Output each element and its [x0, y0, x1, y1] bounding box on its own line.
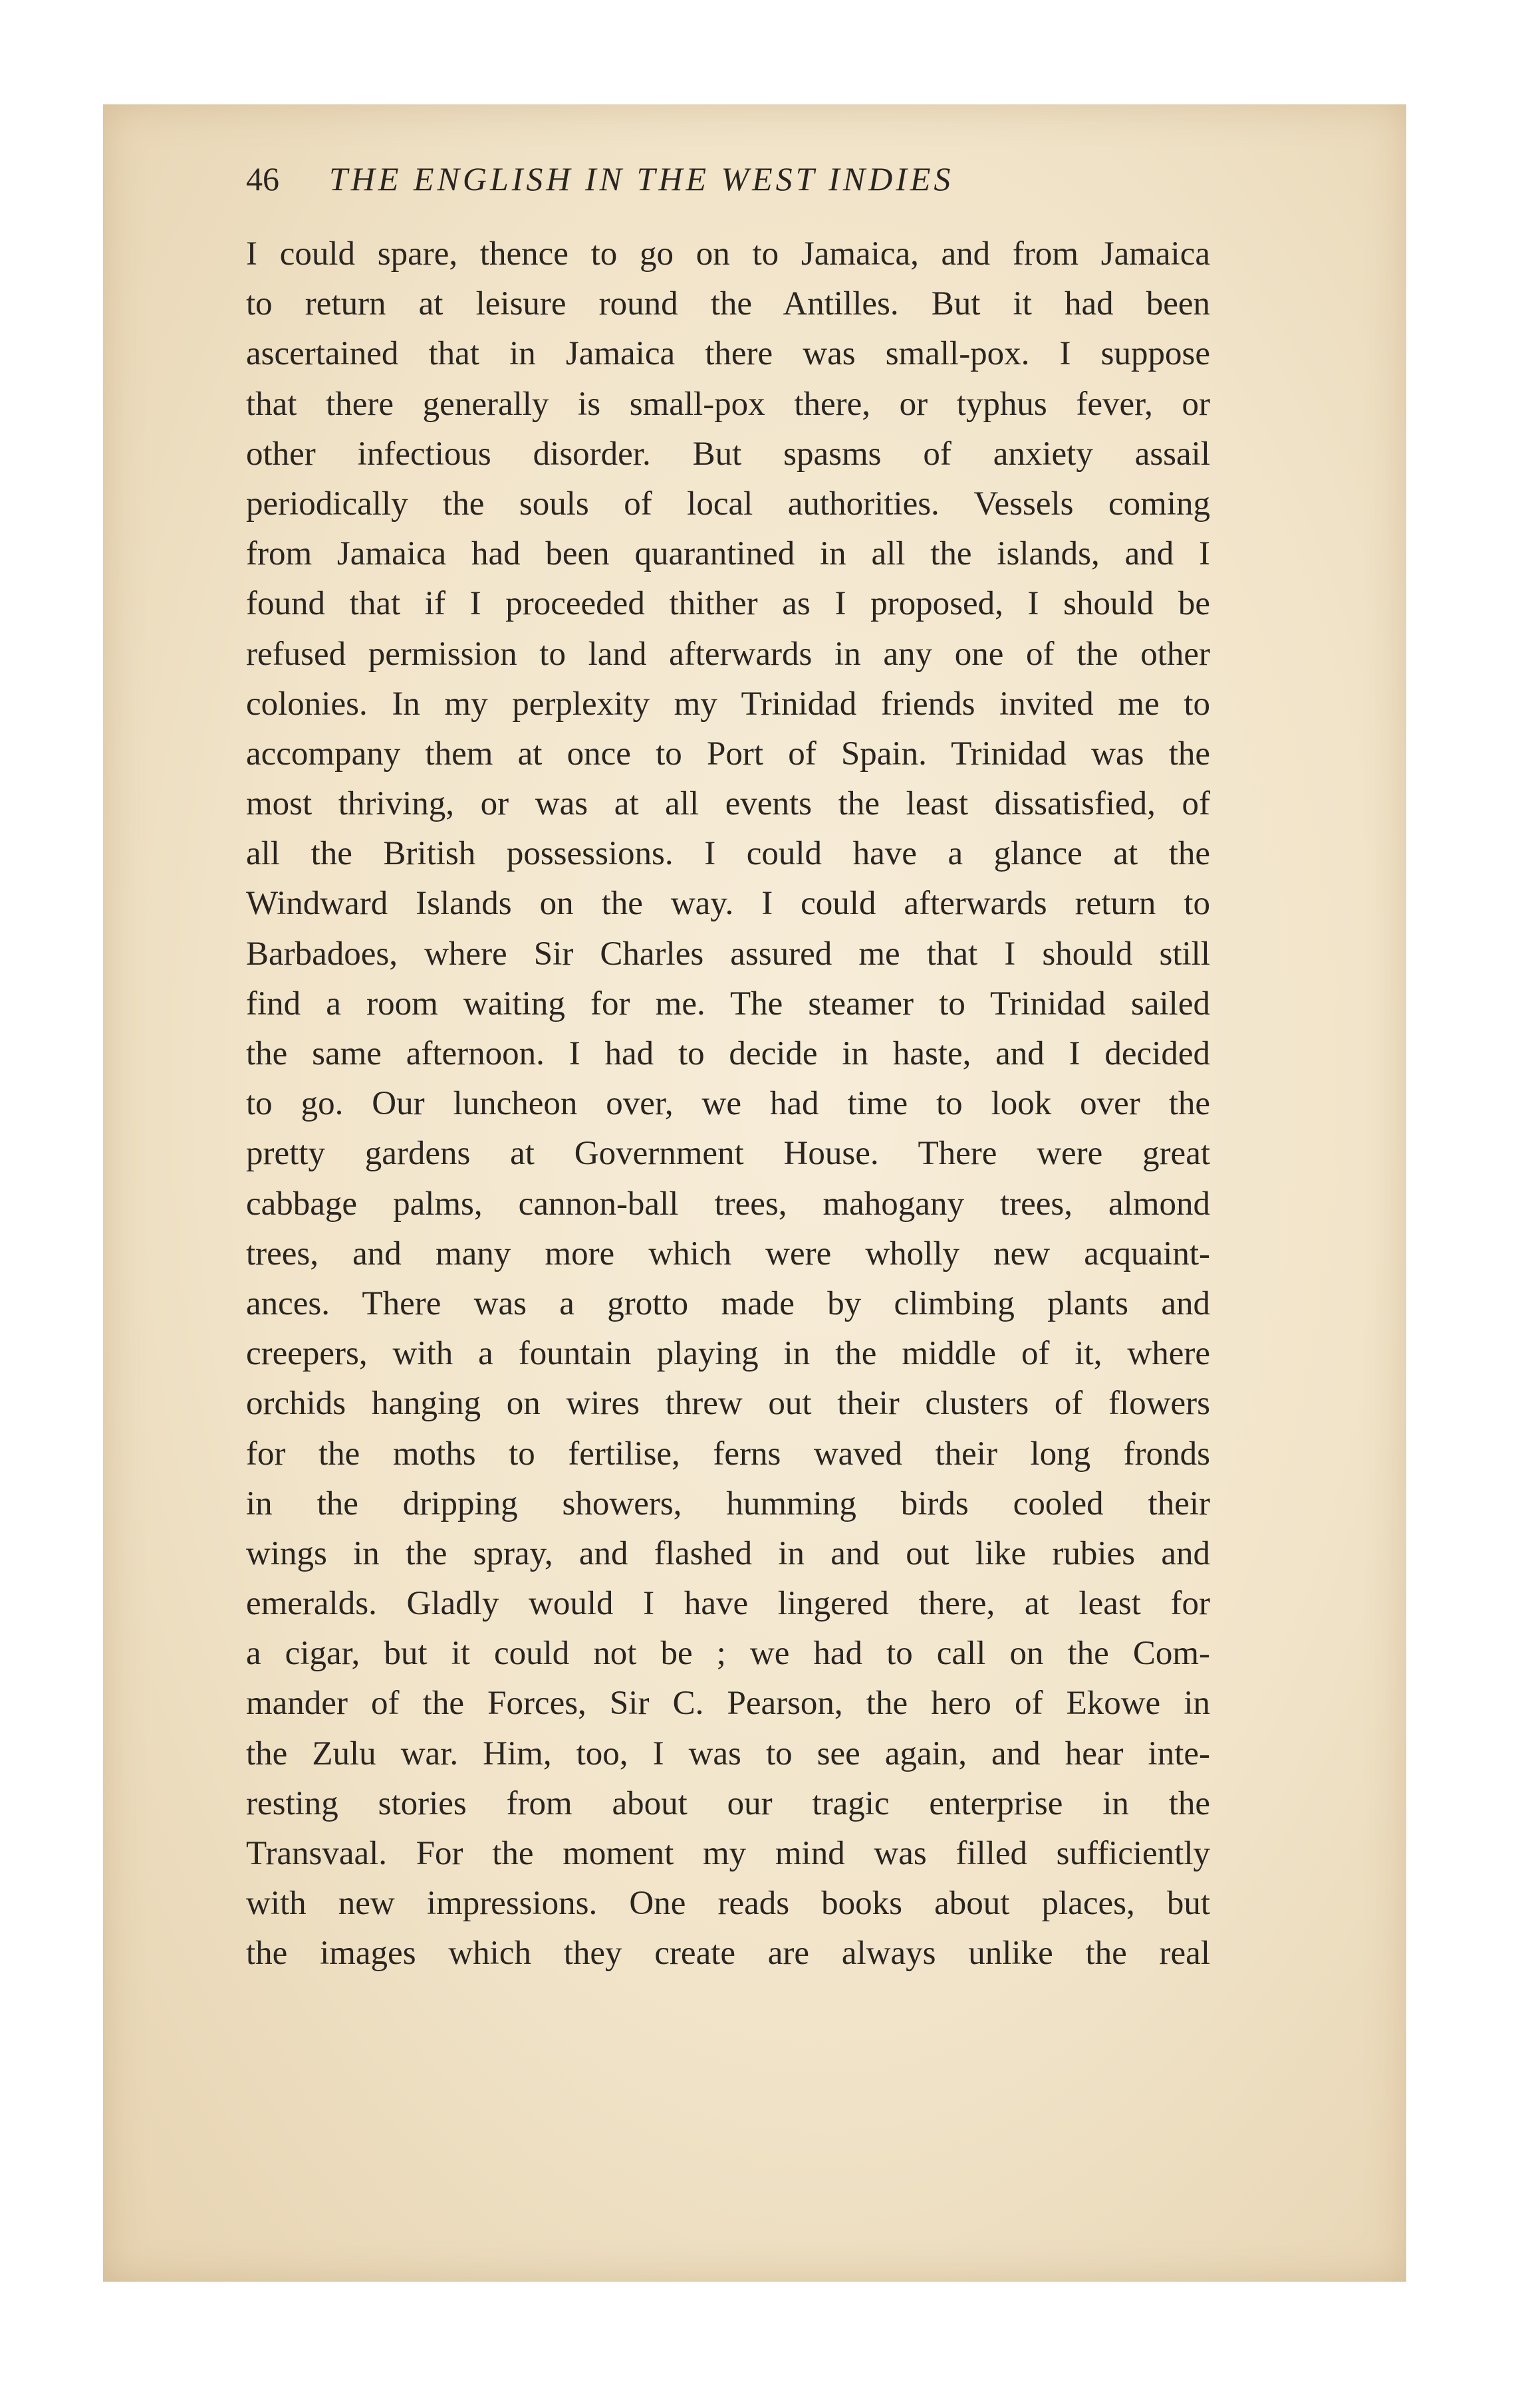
text-line: the same afternoon. I had to decide in haste, and I decided [246, 1035, 1210, 1072]
text-line: creepers, with a fountain playing in the middle of it, where [246, 1335, 1210, 1373]
text-line: refused permission to land afterwards in any one of the other [246, 635, 1210, 673]
running-head [246, 160, 1223, 213]
text-line: the Zulu war. Him, too, I was to see again, and hear inte- [246, 1735, 1210, 1772]
text-line: accompany them at once to Port of Spain. Trinidad was the [246, 735, 1210, 773]
running-title: THE ENGLISH IN THE WEST INDIES [329, 160, 954, 197]
text-line: for the moths to fertilise, ferns waved their long fronds [246, 1435, 1210, 1473]
text-line: other infectious disorder. But spasms of anxiety assail [246, 435, 1210, 473]
text-line: trees, and many more which were wholly new acquaint- [246, 1235, 1210, 1272]
text-line: from Jamaica had been quarantined in all the islands, and I [246, 535, 1210, 573]
text-line: with new impressions. One reads books about places, but [246, 1885, 1210, 1923]
text-line: all the British possessions. I could have a glance at the [246, 835, 1210, 873]
text-line: ances. There was a grotto made by climbing plants and [246, 1284, 1210, 1322]
text-line: mander of the Forces, Sir C. Pearson, the hero of Ekowe in [246, 1685, 1210, 1723]
text-line: most thriving, or was at all events the least dissatisfied, of [246, 785, 1210, 823]
page-number: 46 [246, 160, 279, 197]
text-line: find a room waiting for me. The steamer to Trinidad sailed [246, 985, 1210, 1023]
text-line: periodically the souls of local authorities. Vessels coming [246, 485, 1210, 523]
text-line: a cigar, but it could not be ; we had to call on the Com- [246, 1635, 1210, 1673]
text-line: ascertained that in Jamaica there was small-pox. I suppose [246, 335, 1210, 373]
text-line: to return at leisure round the Antilles. But it had been [246, 285, 1210, 323]
text-line: Transvaal. For the moment my mind was filled sufficiently [246, 1835, 1210, 1872]
text-line: to go. Our luncheon over, we had time to look over the [246, 1085, 1210, 1123]
text-line: Windward Islands on the way. I could afterwards return to [246, 885, 1210, 923]
text-line: orchids hanging on wires threw out their clusters of flowers [246, 1385, 1210, 1423]
text-line: colonies. In my perplexity my Trinidad friends invited me to [246, 685, 1210, 723]
text-line: cabbage palms, cannon-ball trees, mahogany trees, almond [246, 1185, 1210, 1223]
text-line: I could spare, thence to go on to Jamaica, and from Jamaica [246, 235, 1210, 273]
text-line: emeralds. Gladly would I have lingered there, at least for [246, 1585, 1210, 1623]
text-line: pretty gardens at Government House. There were great [246, 1135, 1210, 1173]
text-line: resting stories from about our tragic enterprise in the [246, 1784, 1210, 1822]
text-line: in the dripping showers, humming birds cooled their [246, 1485, 1210, 1522]
text-line: found that if I proceeded thither as I proposed, I should be [246, 585, 1210, 623]
text-line: that there generally is small-pox there, or typhus fever, or [246, 385, 1210, 423]
text-line: the images which they create are always unlike the real [246, 1935, 1210, 1973]
text-line: wings in the spray, and flashed in and out like rubies and [246, 1534, 1210, 1572]
body-text [246, 229, 1210, 1979]
text-line: Barbadoes, where Sir Charles assured me that I should still [246, 935, 1210, 973]
